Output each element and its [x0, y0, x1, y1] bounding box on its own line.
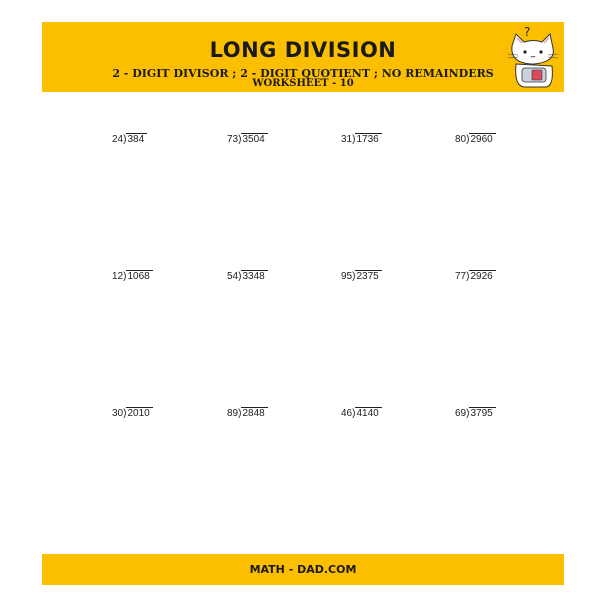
- divisor: 30: [112, 408, 124, 419]
- division-bracket: ): [238, 134, 242, 145]
- dividend: 3504: [241, 133, 267, 146]
- divisor: 73: [227, 134, 239, 145]
- division-problem: [227, 270, 268, 283]
- worksheet-title: LONG DIVISION: [209, 38, 397, 62]
- division-problem: [341, 133, 382, 146]
- division-problem: [112, 270, 153, 283]
- division-bracket: ): [123, 408, 127, 419]
- divisor: 95: [341, 271, 353, 282]
- division-bracket: ): [352, 408, 356, 419]
- division-problem: [227, 133, 268, 146]
- division-bracket: ): [466, 408, 470, 419]
- division-problem: [455, 407, 496, 420]
- division-bracket: ): [352, 271, 356, 282]
- division-bracket: ): [123, 271, 127, 282]
- divisor: 80: [455, 134, 467, 145]
- division-problem: [112, 133, 147, 146]
- division-problem: [455, 133, 496, 146]
- division-problem: [227, 407, 268, 420]
- divisor: 69: [455, 408, 467, 419]
- divisor: 77: [455, 271, 467, 282]
- svg-text:?: ?: [524, 25, 531, 39]
- division-problem: [455, 270, 496, 283]
- division-bracket: ): [466, 134, 470, 145]
- cat-mascot-icon: [502, 24, 562, 90]
- division-bracket: ): [466, 271, 470, 282]
- divisor: 46: [341, 408, 353, 419]
- worksheet-subtitle: 2 - DIGIT DIVISOR ; 2 - DIGIT QUOTIENT ; NO REMAINDERS: [112, 67, 494, 80]
- footer-banner: [42, 554, 564, 585]
- worksheet-number: WORKSHEET - 10: [252, 78, 354, 89]
- dividend: 384: [126, 133, 147, 146]
- dividend: 4140: [355, 407, 381, 420]
- footer-website: MATH - DAD.COM: [249, 563, 357, 576]
- dividend: 2375: [355, 270, 381, 283]
- dividend: 3348: [241, 270, 267, 283]
- dividend: 2848: [241, 407, 267, 420]
- dividend: 3795: [469, 407, 495, 420]
- division-problem: [112, 407, 153, 420]
- dividend: 1068: [126, 270, 152, 283]
- divisor: 31: [341, 134, 353, 145]
- dividend: 2926: [469, 270, 495, 283]
- divisor: 54: [227, 271, 239, 282]
- division-problem: [341, 407, 382, 420]
- divisor: 89: [227, 408, 239, 419]
- divisor: 12: [112, 271, 124, 282]
- division-bracket: ): [238, 271, 242, 282]
- divisor: 24: [112, 134, 124, 145]
- division-problem: [341, 270, 382, 283]
- division-bracket: ): [352, 134, 356, 145]
- dividend: 2010: [126, 407, 152, 420]
- header-banner: [42, 22, 564, 92]
- dividend: 1736: [355, 133, 381, 146]
- division-bracket: ): [238, 408, 242, 419]
- division-bracket: ): [123, 134, 127, 145]
- dividend: 2960: [469, 133, 495, 146]
